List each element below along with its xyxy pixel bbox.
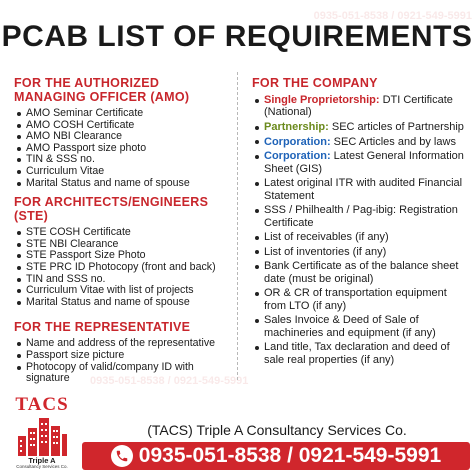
tacs-logo <box>6 394 78 472</box>
list-item: Sales Invoice & Deed of Sale of machineries and equipment (if any) <box>252 314 466 339</box>
representative-list <box>14 338 234 384</box>
list-item: Latest original ITR with audited Financial Statement <box>252 177 466 202</box>
list-item: SSS / Philhealth / Pag-ibig: Registration Certificate <box>252 204 466 229</box>
item-label: Single Proprietorship: <box>264 94 380 106</box>
list-item <box>252 136 466 148</box>
list-item: STE NBI Clearance <box>14 239 234 251</box>
logo-wordmark: TACS <box>15 394 69 415</box>
list-item <box>252 94 466 119</box>
list-item: List of inventories (if any) <box>252 246 466 258</box>
item-text: SEC articles of Partnership <box>328 121 464 133</box>
footer-phone-numbers: 0935-051-8538 / 0921-549-5991 <box>138 444 442 467</box>
item-text: Latest General Information Sheet (GIS) <box>264 150 464 175</box>
list-item: AMO NBI Clearance <box>14 131 234 143</box>
footer-phone-bar <box>82 442 470 470</box>
footer-company-name: (TACS) Triple A Consultancy Services Co. <box>147 422 407 438</box>
watermark-contact-bottom: 0935-051-8538 / 0921-549-5991 <box>90 375 249 387</box>
list-item: Land title, Tax declaration and deed of sale real properties (if any) <box>252 341 466 366</box>
list-item: STE COSH Certificate <box>14 227 234 239</box>
left-column <box>14 76 234 385</box>
list-item: TIN and SSS no. <box>14 274 234 286</box>
column-divider <box>237 72 238 380</box>
list-item <box>252 121 466 133</box>
section-heading-company: FOR THE COMPANY <box>252 76 378 90</box>
list-item: Marital Status and name of spouse <box>14 178 234 190</box>
list-item: Curriculum Vitae <box>14 166 234 178</box>
section-heading-ste: FOR ARCHITECTS/ENGINEERS (STE) <box>14 195 209 224</box>
list-item: Photocopy of valid/company ID with signature <box>14 362 234 385</box>
list-item: Curriculum Vitae with list of projects <box>14 285 234 297</box>
page-title: PCAB LIST OF REQUIREMENTS <box>1 20 473 53</box>
item-label: Corporation: <box>264 135 331 148</box>
list-item: AMO Passport size photo <box>14 143 234 155</box>
company-list <box>252 94 466 366</box>
list-item <box>252 150 466 175</box>
watermark-contact-top: 0935-051-8538 / 0921-549-5991 <box>313 10 472 22</box>
list-item: AMO Seminar Certificate <box>14 108 234 120</box>
phone-icon <box>111 445 133 467</box>
list-item: STE PRC ID Photocopy (front and back) <box>14 262 234 274</box>
list-item: AMO COSH Certificate <box>14 120 234 132</box>
list-item: STE Passport Size Photo <box>14 250 234 262</box>
list-item: Name and address of the representative <box>14 338 234 350</box>
buildings-logo-icon <box>16 414 68 456</box>
list-item: Passport size picture <box>14 350 234 362</box>
list-item: Marital Status and name of spouse <box>14 297 234 309</box>
logo-name: Triple A <box>28 456 56 465</box>
list-item: TIN & SSS no. <box>14 154 234 166</box>
list-item: Bank Certificate as of the balance sheet date (must be original) <box>252 260 466 285</box>
list-item: OR & CR of transportation equipment from LTO (if any) <box>252 287 466 312</box>
section-heading-representative: FOR THE REPRESENTATIVE <box>14 320 191 335</box>
item-text: DTI Certificate (National) <box>264 94 453 119</box>
ste-list <box>14 227 234 308</box>
right-column <box>252 76 466 368</box>
section-heading-amo: FOR THE AUTHORIZED MANAGING OFFICER (AMO) <box>14 76 190 104</box>
logo-subtitle: Consultancy Services Co. <box>16 464 68 469</box>
item-label: Corporation: <box>264 150 331 163</box>
item-text: SEC Articles and by laws <box>330 135 456 148</box>
amo-list <box>14 108 234 189</box>
item-label: Partnership: <box>264 121 329 133</box>
list-item: List of receivables (if any) <box>252 231 466 243</box>
